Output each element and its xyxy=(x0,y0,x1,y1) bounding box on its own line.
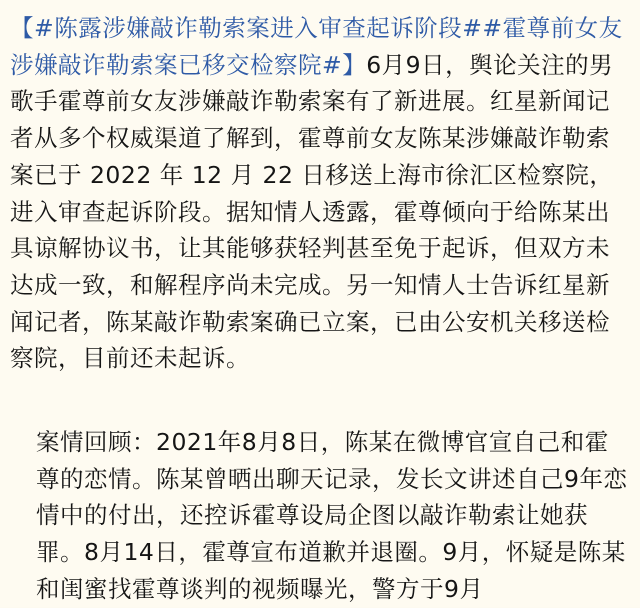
hashtag-topic-huo-zun[interactable]: #霍尊前女友涉嫌敲诈勒索案已移交检察院#】 xyxy=(10,14,623,79)
paragraph-news-update xyxy=(10,10,632,377)
paragraph-case-review: 案情回顾：2021年8月8日，陈某在微博官宣自己和霍尊的恋情。陈某曾晒出聊天记录，发长文讲述自己9年恋情中的付出，还控诉霍尊设局企图以敲诈勒索让她获罪。8月14日，霍尊宣布道歉并退圈。9月，怀疑是陈某和闺蜜找霍尊谈判的视频曝光，警方于9月 xyxy=(36,428,628,603)
hashtag-topic-chen-lu[interactable]: 【#陈露涉嫌敲诈勒索案进入审查起诉阶段# xyxy=(10,14,483,42)
news-update-text: 6月9日，舆论关注的男歌手霍尊前女友涉嫌敲诈勒索案有了新进展。红星新闻记者从多个权威渠道了解到，霍尊前女友陈某涉嫌敲诈勒索案已于 2022 年 12 月 22 日移送上海市徐汇区检察院，进入审查起诉阶段。据知情人透露，霍尊倾向于给陈某出具谅解协议书，让其能够获轻判甚至免于起诉，但双方未达成一致，和解程序尚未完成。另一知情人士告诉红星新闻记者，陈某敲诈勒索案确已立案，已由公安机关移送检察院，目前还未起诉。 xyxy=(10,50,614,373)
paragraph-gap xyxy=(36,377,632,424)
